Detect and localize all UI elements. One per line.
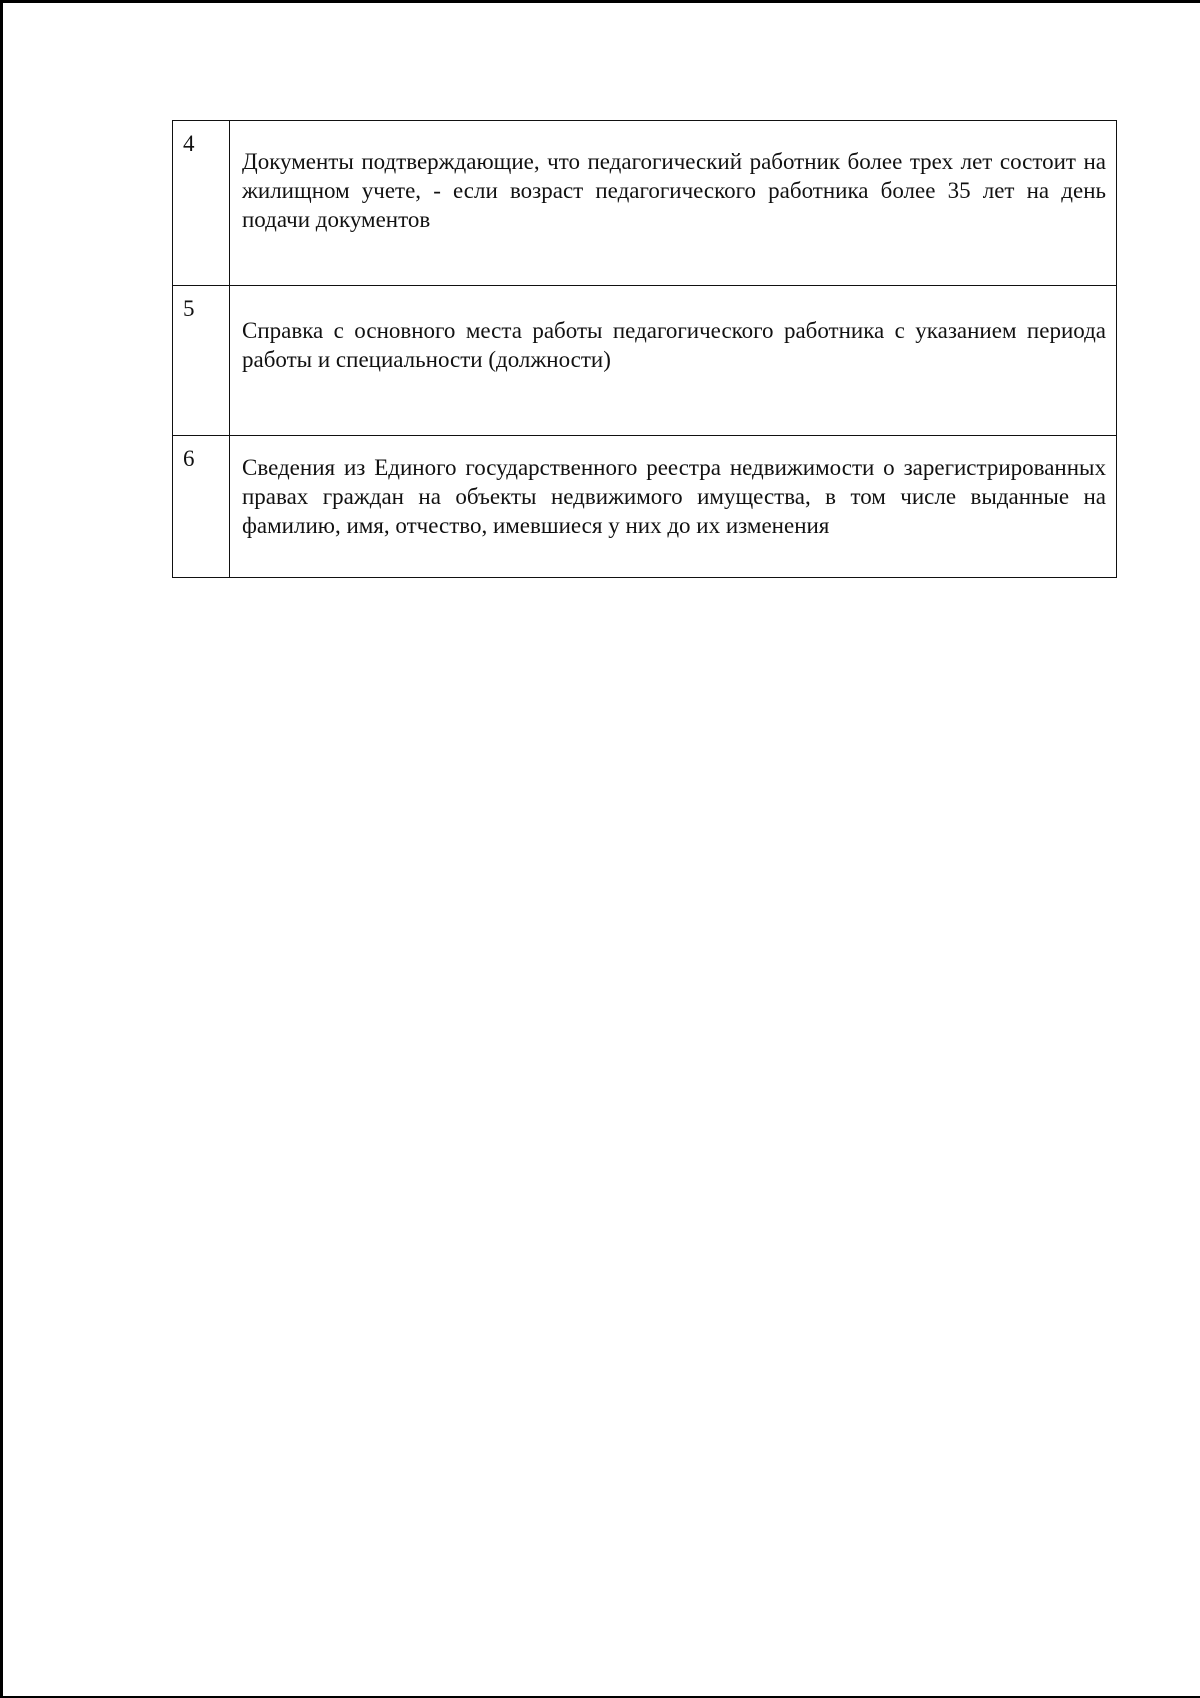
scan-artifact [1174, 0, 1184, 3]
row-number: 4 [173, 121, 230, 286]
table-row [173, 286, 1117, 436]
table-row [173, 436, 1117, 578]
row-text: Документы подтверждающие, что педагогический работник более трех лет состоит на жилищном учете, - если возраст педагогического работника более 35 лет на день подачи документов [230, 121, 1117, 286]
row-text: Справка с основного места работы педагогического работника с указанием периода работы и специальности (должности) [230, 286, 1117, 436]
row-number: 5 [173, 286, 230, 436]
row-text: Сведения из Единого государственного реестра недвижимости о зарегистрированных правах граждан на объекты недвижимого имущества, в том числе выданные на фамилию, имя, отчество, имевшиеся у них до их изменения [230, 436, 1117, 578]
row-number: 6 [173, 436, 230, 578]
table-row [173, 121, 1117, 286]
documents-table [172, 120, 1117, 578]
